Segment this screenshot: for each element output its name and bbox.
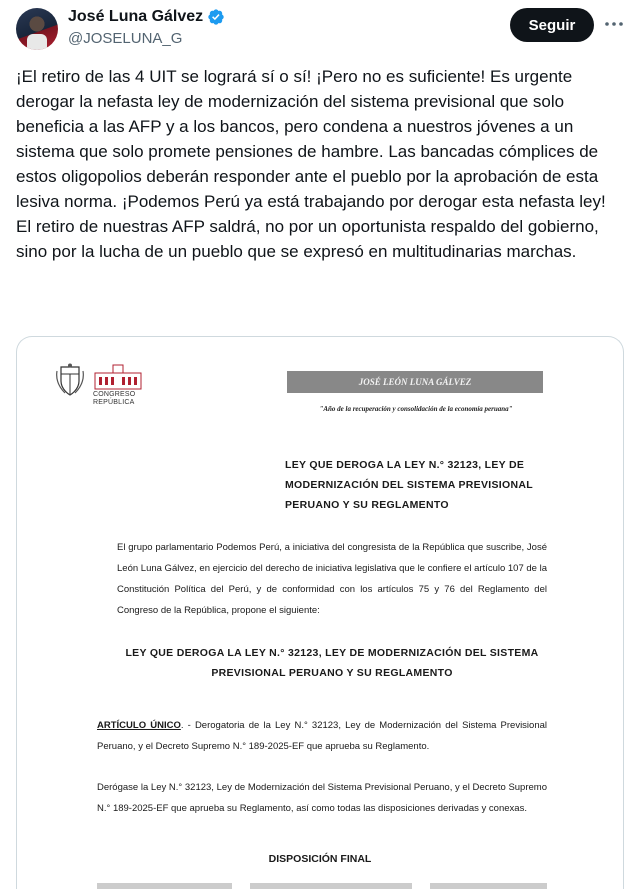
document-intro: El grupo parlamentario Podemos Perú, a iniciativa del congresista de la República que suscribe, José León Luna Gálvez, en ejercicio del derecho de iniciativa legislativa que le confiere el artículo 107 de la Constitución Política del Perú, y de conformidad con los artículos 75 y 76 del Reglamento del Congreso de la República, propone el siguiente: [117, 542, 547, 616]
tweet-text: ¡El retiro de las 4 UIT se logrará sí o sí! ¡Pero no es suficiente! Es urgente derogar la nefasta ley de modernización del sistema previsional que solo beneficia a las AFP y a los bancos, pero condena a nuestros jóvenes a un sistema que solo promete pensiones de hambre. Las bancadas cómplices de estos oligopolios deberán responder ante el pueblo por la aprobación de esta lesiva norma. ¡Podemos Perú ya está trabajando por derogar esta nefasta ley! El retiro de nuestras AFP saldrá, no por un oportunista respaldo del gobierno, sino por la lucha de un pueblo que se expresó en multitudinarias marchas. [16, 67, 606, 261]
law-document [17, 337, 623, 889]
congress-building-icon [93, 363, 143, 391]
article-label: ARTÍCULO ÚNICO [97, 720, 181, 731]
tweet-media-image[interactable] [16, 336, 624, 889]
article-text: . - Derogatoria de la Ley N.° 32123, Ley de Modernización del Sistema Previsional Peruano, y el Decreto Supremo N.° 189-2025-EF que aprueba su Reglamento. [97, 720, 548, 752]
article-unico [97, 715, 547, 757]
avatar[interactable] [16, 8, 58, 50]
tweet-header [0, 0, 640, 60]
law-title-header: LEY QUE DEROGA LA LEY N.° 32123, LEY DE MODERNIZACIÓN DEL SISTEMA PREVISIONAL PERUANO Y SU REGLAMENTO [285, 459, 533, 511]
verified-badge-icon [207, 8, 225, 26]
congreso-seal-text: CONGRESO REPÚBLICA [93, 391, 136, 406]
follow-button[interactable]: Seguir [510, 8, 594, 42]
derogation-paragraph: Derógase la Ley N.° 32123, Ley de Modernización del Sistema Previsional Peruano, y el Decreto Supremo N.° 189-2025-EF que aprueba su Reglamento, así como todas las disposiciones derivadas y conexas. [97, 782, 547, 814]
more-options-icon[interactable] [602, 12, 626, 36]
truncated-text-line [97, 883, 547, 889]
final-disposition-heading: DISPOSICIÓN FINAL [268, 853, 372, 865]
document-author-banner: JOSÉ LEÓN LUNA GÁLVEZ [287, 371, 543, 393]
display-name[interactable]: José Luna Gálvez [68, 8, 204, 25]
congreso-logo [55, 363, 151, 411]
author-handle[interactable]: @JOSELUNA_G [68, 30, 183, 47]
coat-of-arms-icon [55, 363, 85, 401]
document-motto: "Año de la recuperación y consolidación de la economía peruana" [319, 405, 513, 413]
law-title-centered: LEY QUE DEROGA LA LEY N.° 32123, LEY DE MODERNIZACIÓN DEL SISTEMA PREVISIONAL PERUANO Y SU REGLAMENTO [125, 647, 539, 679]
author-name-row [68, 8, 225, 26]
